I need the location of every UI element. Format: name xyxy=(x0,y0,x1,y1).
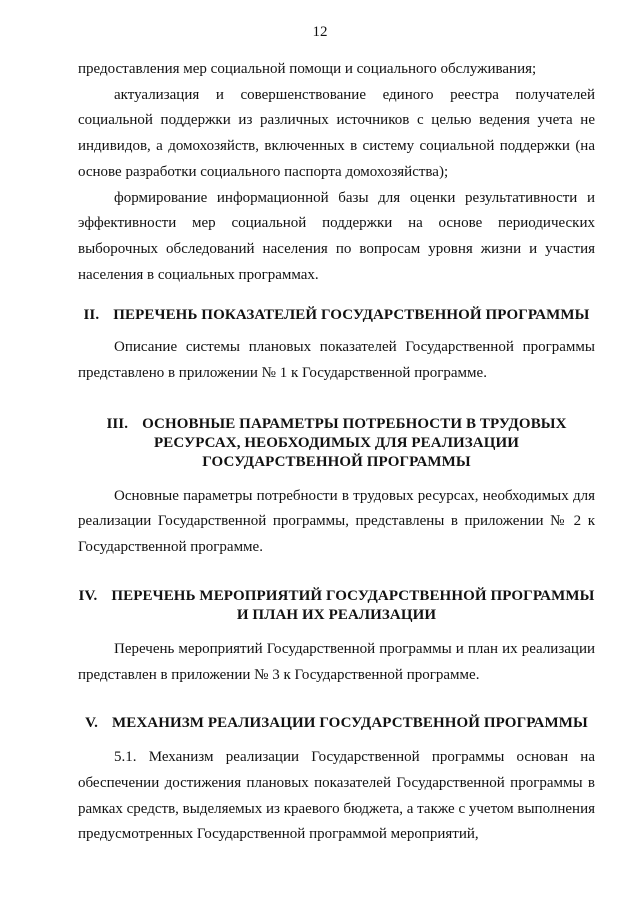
section-title-line: РЕСУРСАХ, НЕОБХОДИМЫХ ДЛЯ РЕАЛИЗАЦИИ xyxy=(153,434,519,451)
page-number: 12 xyxy=(312,24,328,40)
section-title-line: ГОСУДАРСТВЕННОЙ ПРОГРАММЫ xyxy=(202,453,471,470)
section-number: III. xyxy=(106,415,129,432)
section-title: ПЕРЕЧЕНЬ ПОКАЗАТЕЛЕЙ ГОСУДАРСТВЕННОЙ ПРОГРАММЫ xyxy=(113,307,590,324)
paragraph: Описание системы плановых показателей Государственной программы представлено в приложении № 1 к Государственной программе. xyxy=(78,339,595,382)
paragraph: предоставления мер социальной помощи и социального обслуживания; xyxy=(78,61,537,77)
section-heading-2 xyxy=(78,306,595,325)
section-heading-4 xyxy=(78,587,595,625)
section-number: V. xyxy=(85,715,99,732)
paragraph: Перечень мероприятий Государственной программы и план их реализации представлен в приложении № 3 к Государственной программе. xyxy=(78,640,595,683)
section-heading-5 xyxy=(78,714,595,733)
section-number: II. xyxy=(83,307,100,324)
paragraph: актуализация и совершенствование единого реестра получателей социальной поддержки из различных источников с целью ведения учета не индивидов, а домохозяйств, включенных в систему социальной поддержки (на основе разработки социального паспорта домохозяйства); xyxy=(78,86,595,180)
document-body xyxy=(78,57,595,848)
paragraph: формирование информационной базы для оценки результативности и эффективности мер социальной поддержки на основе периодических выборочных обследований населения по вопросам уровня жизни и участия населения в социальных программах. xyxy=(78,189,595,283)
paragraph: 5.1. Механизм реализации Государственной программы основан на обеспечении достижения плановых показателей Государственной программы в рамках средств, выделяемых из краевого бюджета, а также с учетом выполнения предусмотренных Государственной программой мероприятий, xyxy=(78,749,595,843)
section-title-line: ПЕРЕЧЕНЬ МЕРОПРИЯТИЙ ГОСУДАРСТВЕННОЙ ПРОГРАММЫ xyxy=(111,587,595,604)
section-number: IV. xyxy=(78,587,98,604)
section-heading-3 xyxy=(78,415,595,472)
section-title-line: ОСНОВНЫЕ ПАРАМЕТРЫ ПОТРЕБНОСТИ В ТРУДОВЫХ xyxy=(142,415,567,432)
section-title: МЕХАНИЗМ РЕАЛИЗАЦИИ ГОСУДАРСТВЕННОЙ ПРОГРАММЫ xyxy=(112,715,588,732)
section-title-line: И ПЛАН ИХ РЕАЛИЗАЦИИ xyxy=(236,606,437,623)
paragraph: Основные параметры потребности в трудовых ресурсах, необходимых для реализации Государственной программы, представлены в приложении № 2 к Государственной программе. xyxy=(78,487,595,556)
